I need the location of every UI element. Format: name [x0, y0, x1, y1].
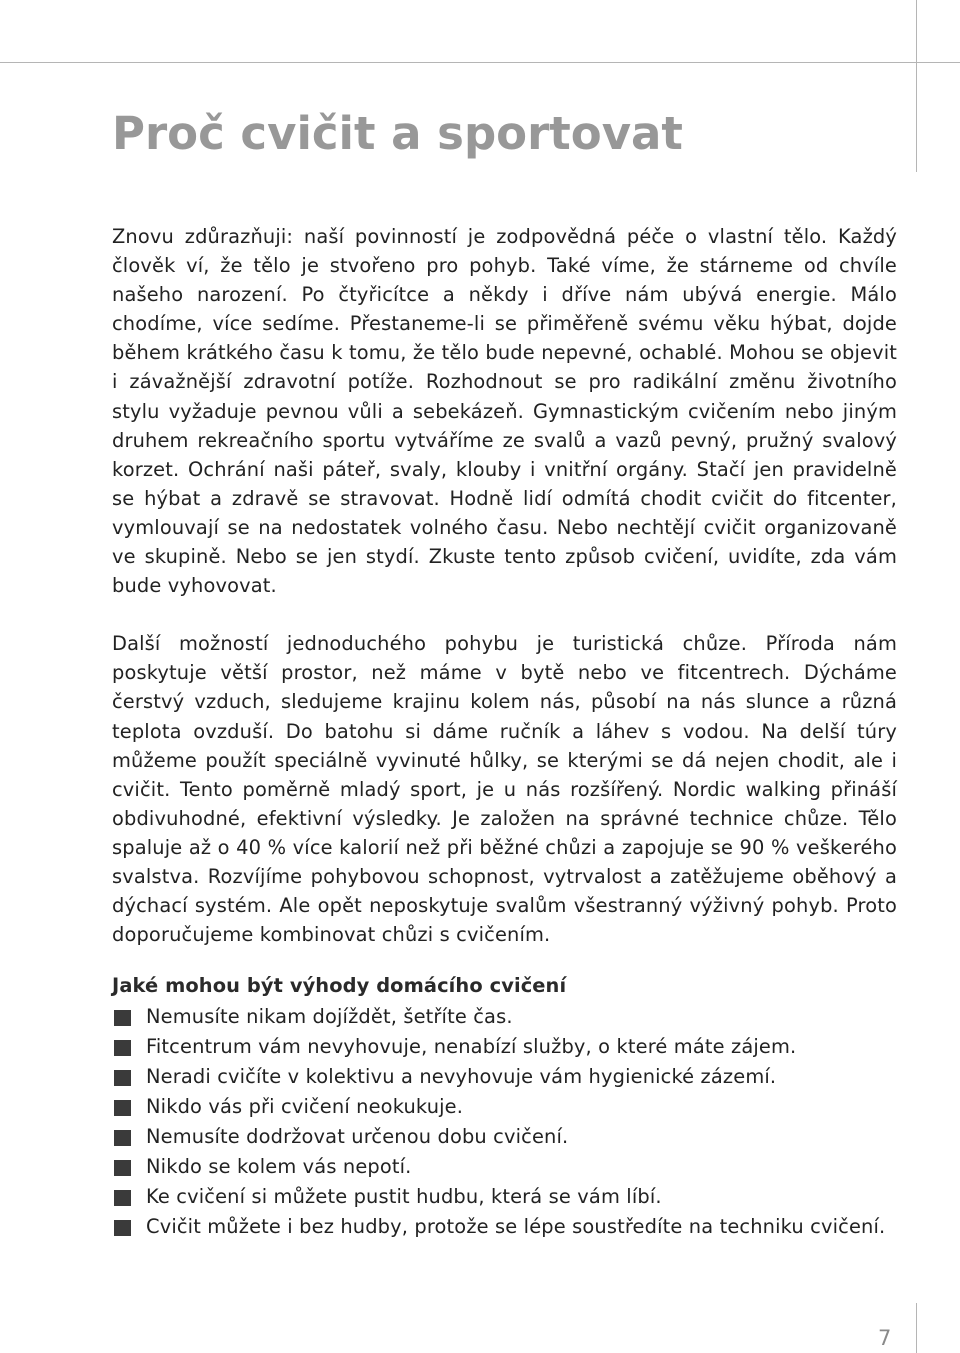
square-bullet-icon — [114, 1190, 131, 1206]
square-bullet-icon — [114, 1070, 131, 1086]
list-item-text: Nemusíte dodržovat určenou dobu cvičení. — [146, 1125, 569, 1149]
square-bullet-icon — [114, 1010, 131, 1026]
list-item-text: Cvičit můžete i bez hudby, protože se lépe soustředíte na techniku cvičení. — [146, 1215, 886, 1239]
margin-rule-top — [916, 0, 917, 172]
section-heading: Jaké mohou být výhody domácího cvičení — [112, 974, 567, 998]
square-bullet-icon — [114, 1160, 131, 1176]
list-item-text: Nikdo se kolem vás nepotí. — [146, 1155, 412, 1179]
square-bullet-icon — [114, 1040, 131, 1056]
list-item — [112, 1212, 897, 1242]
list-item — [112, 1092, 897, 1122]
top-rule — [0, 62, 960, 63]
list-item — [112, 1182, 897, 1212]
list-item — [112, 1002, 897, 1032]
paragraph-walking: Další možností jednoduchého pohybu je turistická chůze. Příroda nám poskytuje větší prostor, než máme v bytě nebo ve fitcentrech. Dýcháme čerstvý vzduch, sledujeme krajinu kolem nás, působí na nás slunce a různá teplota ovzduší. Do batohu si dáme ručník a láhev s vodou. Na delší túry můžeme použít speciálně vyvinuté hůlky, se kterými se dá nejen chodit, ale i cvičit. Tento poměrně mladý sport, je u nás rozšířený. Nordic walking přináší obdivuhodné, efektivní výsledky. Je založen na správné technice chůze. Tělo spaluje až o 40 % více kalorií než při běžné chůzi a zapojuje se 90 % veškerého svalstva. Rozvíjíme pohybovou schopnost, vytrvalost a zatěžujeme oběhový a dýchací systém. Ale opět neposkytuje svalům všestranný výživný pohyb. Proto doporučujeme kombinovat chůzi s cvičením. — [112, 632, 897, 947]
benefits-list — [112, 1002, 897, 1242]
square-bullet-icon — [114, 1100, 131, 1116]
page-number: 7 — [878, 1326, 892, 1350]
list-item-text: Nemusíte nikam dojíždět, šetříte čas. — [146, 1005, 513, 1029]
list-item-text: Nikdo vás při cvičení neokukuje. — [146, 1095, 464, 1119]
list-item — [112, 1152, 897, 1182]
list-item-text: Ke cvičení si můžete pustit hudbu, která se vám líbí. — [146, 1185, 662, 1209]
square-bullet-icon — [114, 1220, 131, 1236]
page-title: Proč cvičit a sportovat — [112, 107, 683, 160]
margin-rule-bottom — [916, 1303, 917, 1353]
list-item — [112, 1122, 897, 1152]
list-item-text: Fitcentrum vám nevyhovuje, nenabízí služby, o které máte zájem. — [146, 1035, 797, 1059]
paragraph-intro: Znovu zdůrazňuji: naší povinností je zodpovědná péče o vlastní tělo. Každý člověk ví, že tělo je stvořeno pro pohyb. Také víme, že stárneme od chvíle našeho narození. Po čtyřicítce a někdy i dříve nám ubývá energie. Málo chodíme, více sedíme. Přestaneme-li se přiměřeně svému věku hýbat, dojde během krátkého času k tomu, že tělo bude nepevné, ochablé. Mohou se objevit i závažnější zdravotní potíže. Rozhodnout se pro radikální změnu životního stylu vyžaduje pevnou vůli a sebekázeň. Gymnastickým cvičením nebo jiným druhem rekreačního sportu vytváříme ze svalů a vazů pevný, pružný svalový korzet. Ochrání naši páteř, svaly, klouby i vnitřní orgány. Stačí jen pravidelně se hýbat a zdravě se stravovat. Hodně lidí odmítá chodit cvičit do fitcenter, vymlouvají se na nedostatek volného času. Nebo nechtějí cvičit organizovaně ve skupině. Nebo se jen stydí. Zkuste tento způsob cvičení, uvidíte, zda vám bude vyhovovat. — [112, 225, 897, 598]
page-content — [112, 222, 897, 1242]
list-item — [112, 1032, 897, 1062]
list-item-text: Neradi cvičíte v kolektivu a nevyhovuje vám hygienické zázemí. — [146, 1065, 777, 1089]
square-bullet-icon — [114, 1130, 131, 1146]
list-item — [112, 1062, 897, 1092]
